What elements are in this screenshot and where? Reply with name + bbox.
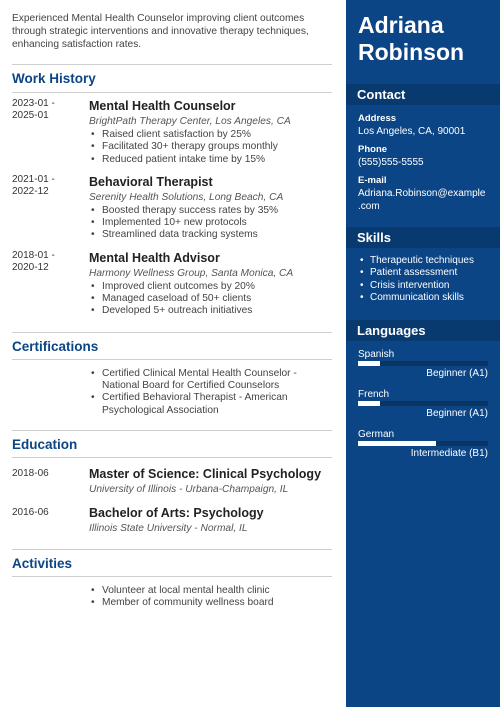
- language-level-fill: [358, 401, 380, 406]
- skill-item: • Communication skills: [358, 292, 500, 304]
- list-item: • Streamlined data tracking systems: [89, 229, 332, 241]
- phone-label: Phone: [358, 144, 388, 155]
- education-entry: [12, 466, 332, 496]
- skills-heading: Skills: [346, 227, 500, 248]
- school-name: University of Illinois - Urbana-Champaign, IL: [89, 483, 289, 495]
- email-line: .com: [358, 201, 380, 212]
- work-entry: [12, 174, 332, 242]
- list-item: • Implemented 10+ new protocols: [89, 217, 332, 229]
- list-item: • Developed 5+ outreach initiatives: [89, 305, 332, 317]
- work-date: 2021-01 - 2022-12: [12, 173, 55, 197]
- address-label: Address: [358, 113, 397, 124]
- job-bullets: [89, 129, 332, 166]
- language-level: Intermediate (B1): [410, 448, 488, 460]
- sidebar: [346, 0, 500, 707]
- language-item: [346, 349, 500, 380]
- work-history-heading: Work History: [12, 71, 96, 86]
- education-date: 2016-06: [12, 506, 49, 518]
- activities-heading: Activities: [12, 555, 73, 571]
- summary-text: Experienced Mental Health Counselor improving client outcomes through strategic interventions and innovative therapy techniques, enhancing satisfaction rates.: [12, 13, 309, 50]
- language-level-bar: [358, 401, 488, 406]
- work-date: 2018-01 - 2020-12: [12, 249, 55, 273]
- list-item: • Certified Behavioral Therapist - American Psychological Association: [89, 392, 319, 417]
- job-bullets: [89, 205, 332, 242]
- skills-list: [346, 255, 500, 304]
- language-level: Beginner (A1): [426, 408, 488, 420]
- divider: [12, 549, 332, 550]
- language-item: [346, 429, 500, 460]
- candidate-name: [346, 0, 500, 66]
- job-bullets: [89, 281, 332, 318]
- job-title: Mental Health Counselor: [89, 99, 236, 113]
- degree-title: Bachelor of Arts: Psychology: [89, 505, 264, 520]
- divider: [12, 64, 332, 65]
- list-item: • Reduced patient intake time by 15%: [89, 154, 332, 166]
- certifications-heading: Certifications: [12, 338, 99, 354]
- education-heading: Education: [12, 436, 78, 452]
- company-name: Serenity Health Solutions, Long Beach, CA: [89, 191, 284, 203]
- list-item: • Volunteer at local mental health clinic: [89, 585, 332, 597]
- school-name: Illinois State University - Normal, IL: [89, 522, 248, 534]
- divider: [12, 359, 332, 360]
- skill-item: • Therapeutic techniques: [358, 255, 500, 267]
- language-level-bar: [358, 441, 488, 446]
- work-entry: [12, 98, 332, 166]
- email-label: E-mail: [358, 175, 387, 186]
- job-title: Mental Health Advisor: [89, 250, 220, 265]
- list-item: • Facilitated 30+ therapy groups monthly: [89, 141, 332, 153]
- first-name: Adriana: [358, 12, 444, 38]
- language-level-fill: [358, 361, 380, 366]
- work-date: 2023-01 - 2025-01: [12, 98, 55, 121]
- language-level: Beginner (A1): [426, 368, 488, 380]
- work-entry: [12, 250, 332, 318]
- company-name: Harmony Wellness Group, Santa Monica, CA: [89, 267, 294, 279]
- language-name: Spanish: [358, 349, 395, 361]
- list-item: • Raised client satisfaction by 25%: [89, 129, 332, 141]
- contact-heading: Contact: [346, 84, 500, 105]
- list-item: • Managed caseload of 50+ clients: [89, 293, 332, 305]
- language-name: German: [358, 429, 395, 441]
- education-date: 2018-06: [12, 467, 49, 479]
- divider: [12, 576, 332, 577]
- job-title: Behavioral Therapist: [89, 174, 213, 189]
- divider: [12, 457, 332, 458]
- language-name: French: [358, 389, 390, 401]
- languages-heading: Languages: [346, 320, 500, 341]
- address-value: Los Angeles, CA, 90001: [358, 126, 466, 137]
- divider: [12, 430, 332, 431]
- degree-title: Master of Science: Clinical Psychology: [89, 466, 322, 481]
- phone-value: (555)555-5555: [358, 157, 424, 168]
- certifications-list: [89, 368, 319, 417]
- divider: [12, 92, 332, 93]
- list-item: • Certified Clinical Mental Health Counselor - National Board for Certified Counselors: [89, 368, 319, 393]
- language-level-bar: [358, 361, 488, 366]
- divider: [12, 332, 332, 333]
- email-line: Adriana.Robinson@example: [358, 188, 486, 199]
- list-item: • Member of community wellness board: [89, 597, 332, 609]
- email-value[interactable]: [346, 187, 500, 213]
- list-item: • Improved client outcomes by 20%: [89, 281, 332, 293]
- skill-item: • Patient assessment: [358, 267, 500, 279]
- activities-list: [89, 585, 332, 610]
- language-item: [346, 389, 500, 420]
- list-item: • Boosted therapy success rates by 35%: [89, 205, 332, 217]
- skill-item: • Crisis intervention: [358, 280, 500, 292]
- last-name: Robinson: [358, 39, 465, 65]
- company-name: BrightPath Therapy Center, Los Angeles, CA: [89, 116, 291, 127]
- language-level-fill: [358, 441, 436, 446]
- education-entry: [12, 505, 332, 535]
